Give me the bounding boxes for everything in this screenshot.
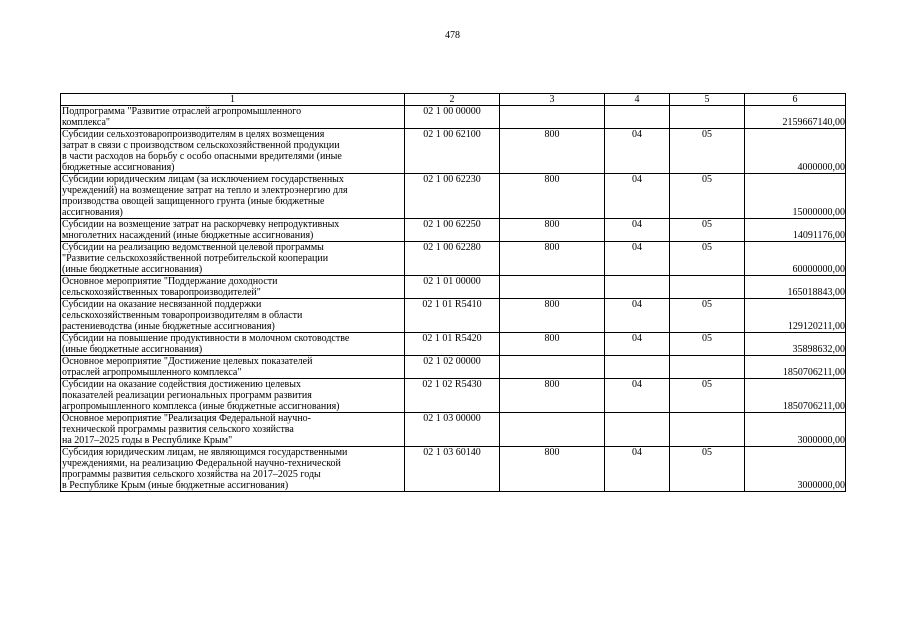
row-target-code: 02 1 01 00000 [405, 276, 500, 299]
row-subsection: 05 [670, 174, 745, 219]
row-name: Подпрограмма "Развитие отраслей агропромышленного комплекса" [61, 106, 405, 129]
row-amount: 14091176,00 [745, 219, 846, 242]
row-name: Субсидии на оказание содействия достижению целевых показателей реализации региональных программ развития агропромышленного комплекса (иные бюджетные ассигнования) [61, 379, 405, 413]
row-expense-type [500, 413, 605, 447]
row-target-code: 02 1 02 00000 [405, 356, 500, 379]
row-section: 04 [605, 299, 670, 333]
header-col-1: 1 [61, 94, 405, 106]
row-amount: 15000000,00 [745, 174, 846, 219]
table-row [61, 447, 846, 492]
table-row [61, 333, 846, 356]
row-target-code: 02 1 00 62250 [405, 219, 500, 242]
row-amount: 60000000,00 [745, 242, 846, 276]
row-subsection [670, 276, 745, 299]
row-name: Субсидии юридическим лицам (за исключением государственных учреждений) на возмещение затрат на тепло и электроэнергию для производства овощей защищенного грунта (иные бюджетные ассигнования) [61, 174, 405, 219]
row-section [605, 106, 670, 129]
table-row [61, 219, 846, 242]
table-row [61, 276, 846, 299]
row-name: Субсидия юридическим лицам, не являющимся государственными учреждениями, на реализацию Федеральной научно-технической программы развития сельского хозяйства на 2017–2025 годы в Республике Крым (иные бюджетные ассигнования) [61, 447, 405, 492]
row-target-code: 02 1 00 00000 [405, 106, 500, 129]
row-expense-type: 800 [500, 333, 605, 356]
header-col-2: 2 [405, 94, 500, 106]
table-row [61, 106, 846, 129]
row-expense-type: 800 [500, 299, 605, 333]
row-subsection [670, 356, 745, 379]
row-section [605, 276, 670, 299]
header-col-5: 5 [670, 94, 745, 106]
table-row [61, 413, 846, 447]
row-expense-type: 800 [500, 447, 605, 492]
row-name: Субсидии на повышение продуктивности в молочном скотоводстве (иные бюджетные ассигнования) [61, 333, 405, 356]
row-section [605, 413, 670, 447]
row-target-code: 02 1 03 60140 [405, 447, 500, 492]
row-amount: 165018843,00 [745, 276, 846, 299]
row-name: Субсидии на оказание несвязанной поддержки сельскохозяйственным товаропроизводителям в области растениеводства (иные бюджетные ассигнования) [61, 299, 405, 333]
row-amount: 4000000,00 [745, 129, 846, 174]
header-col-3: 3 [500, 94, 605, 106]
row-subsection: 05 [670, 242, 745, 276]
row-amount: 2159667140,00 [745, 106, 846, 129]
row-subsection: 05 [670, 333, 745, 356]
budget-table [60, 93, 846, 492]
row-section: 04 [605, 333, 670, 356]
table-header-row [61, 94, 846, 106]
row-section: 04 [605, 242, 670, 276]
row-subsection [670, 413, 745, 447]
table-row [61, 379, 846, 413]
row-target-code: 02 1 00 62230 [405, 174, 500, 219]
row-amount: 1850706211,00 [745, 379, 846, 413]
row-target-code: 02 1 01 R5410 [405, 299, 500, 333]
row-target-code: 02 1 03 00000 [405, 413, 500, 447]
row-section: 04 [605, 379, 670, 413]
row-target-code: 02 1 01 R5420 [405, 333, 500, 356]
row-section: 04 [605, 447, 670, 492]
row-subsection: 05 [670, 129, 745, 174]
table-body [61, 106, 846, 492]
row-expense-type [500, 106, 605, 129]
row-name: Основное мероприятие "Реализация Федеральной научно- технической программы развития сельского хозяйства на 2017–2025 годы в Республике Крым" [61, 413, 405, 447]
row-section: 04 [605, 174, 670, 219]
row-section: 04 [605, 129, 670, 174]
row-amount: 129120211,00 [745, 299, 846, 333]
row-amount: 1850706211,00 [745, 356, 846, 379]
row-expense-type: 800 [500, 129, 605, 174]
row-name: Субсидии на реализацию ведомственной целевой программы "Развитие сельскохозяйственной потребительской кооперации (иные бюджетные ассигнования) [61, 242, 405, 276]
row-subsection: 05 [670, 447, 745, 492]
row-subsection [670, 106, 745, 129]
row-amount: 3000000,00 [745, 447, 846, 492]
row-subsection: 05 [670, 379, 745, 413]
row-expense-type: 800 [500, 219, 605, 242]
table-row [61, 242, 846, 276]
row-expense-type [500, 356, 605, 379]
row-expense-type: 800 [500, 242, 605, 276]
table-row [61, 129, 846, 174]
row-amount: 35898632,00 [745, 333, 846, 356]
row-amount: 3000000,00 [745, 413, 846, 447]
row-subsection: 05 [670, 299, 745, 333]
header-col-4: 4 [605, 94, 670, 106]
row-expense-type: 800 [500, 379, 605, 413]
row-name: Субсидии сельхозтоваропроизводителям в целях возмещения затрат в связи с производством сельскохозяйственной продукции в части расходов на борьбу с особо опасными вредителями (иные бюджетные ассигнования) [61, 129, 405, 174]
page-number: 478 [445, 30, 460, 41]
row-target-code: 02 1 02 R5430 [405, 379, 500, 413]
row-name: Основное мероприятие "Поддержание доходности сельскохозяйственных товаропроизводителей" [61, 276, 405, 299]
table-row [61, 174, 846, 219]
row-target-code: 02 1 00 62280 [405, 242, 500, 276]
row-name: Субсидии на возмещение затрат на раскорчевку непродуктивных многолетних насаждений (иные бюджетные ассигнования) [61, 219, 405, 242]
row-target-code: 02 1 00 62100 [405, 129, 500, 174]
row-expense-type: 800 [500, 174, 605, 219]
row-subsection: 05 [670, 219, 745, 242]
row-section [605, 356, 670, 379]
table-row [61, 356, 846, 379]
row-expense-type [500, 276, 605, 299]
header-col-6: 6 [745, 94, 846, 106]
row-name: Основное мероприятие "Достижение целевых показателей отраслей агропромышленного комплекса" [61, 356, 405, 379]
table-row [61, 299, 846, 333]
row-section: 04 [605, 219, 670, 242]
